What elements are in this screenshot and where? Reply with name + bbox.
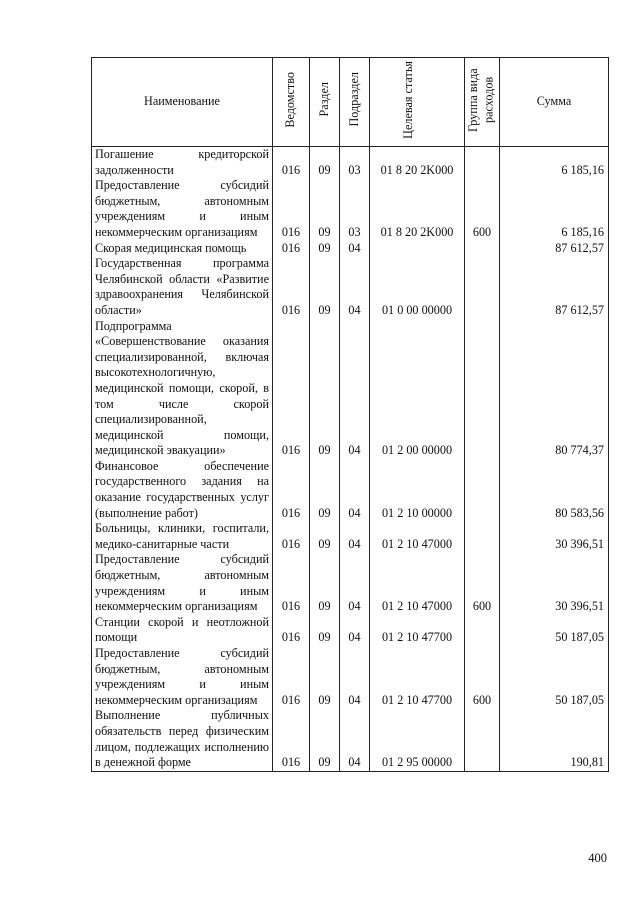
row-gruppa-vida-rashodov: 600 — [465, 178, 500, 240]
table-row — [92, 256, 609, 318]
row-gruppa-vida-rashodov — [465, 521, 500, 552]
header-vedomstvo: Ведомство — [273, 58, 310, 147]
row-razdel: 09 — [310, 147, 340, 179]
table-row — [92, 646, 609, 708]
row-razdel: 09 — [310, 521, 340, 552]
row-celevaya-statya: 01 2 10 47000 — [370, 552, 465, 614]
row-razdel: 09 — [310, 178, 340, 240]
header-razdel: Раздел — [310, 58, 340, 147]
row-summa: 30 396,51 — [500, 521, 609, 552]
row-gruppa-vida-rashodov — [465, 615, 500, 646]
row-name: Подпрограмма «Совершенствование оказания специализированной, включая высокотехнологичную, медицинской помощи, скорой, в том числе скорой специализированной, медицинской помощи, медицинской эвакуации» — [92, 319, 273, 459]
row-summa: 80 774,37 — [500, 319, 609, 459]
row-gruppa-vida-rashodov — [465, 459, 500, 521]
row-gruppa-vida-rashodov — [465, 241, 500, 257]
row-vedomstvo: 016 — [273, 459, 310, 521]
row-celevaya-statya: 01 8 20 2K000 — [370, 178, 465, 240]
row-summa: 50 187,05 — [500, 615, 609, 646]
row-razdel: 09 — [310, 319, 340, 459]
row-celevaya-statya: 01 0 00 00000 — [370, 256, 465, 318]
row-podrazdel: 04 — [340, 646, 370, 708]
row-name: Выполнение публичных обязательств перед физическим лицом, подлежащих исполнению в денежной форме — [92, 708, 273, 771]
page-number: 400 — [588, 851, 607, 865]
row-summa: 190,81 — [500, 708, 609, 771]
row-razdel: 09 — [310, 646, 340, 708]
row-summa: 50 187,05 — [500, 646, 609, 708]
row-celevaya-statya: 01 2 10 47700 — [370, 615, 465, 646]
row-gruppa-vida-rashodov — [465, 708, 500, 771]
row-vedomstvo: 016 — [273, 646, 310, 708]
row-name: Больницы, клиники, госпитали, медико-санитарные части — [92, 521, 273, 552]
row-celevaya-statya: 01 2 10 00000 — [370, 459, 465, 521]
row-vedomstvo: 016 — [273, 319, 310, 459]
row-gruppa-vida-rashodov: 600 — [465, 646, 500, 708]
row-podrazdel: 04 — [340, 708, 370, 771]
row-razdel: 09 — [310, 615, 340, 646]
row-podrazdel: 03 — [340, 147, 370, 179]
row-summa: 87 612,57 — [500, 241, 609, 257]
row-podrazdel: 04 — [340, 256, 370, 318]
row-name: Станции скорой и неотложной помощи — [92, 615, 273, 646]
row-celevaya-statya: 01 2 95 00000 — [370, 708, 465, 771]
row-name: Государственная программа Челябинской области «Развитие здравоохранения Челябинской области» — [92, 256, 273, 318]
row-podrazdel: 04 — [340, 241, 370, 257]
row-vedomstvo: 016 — [273, 178, 310, 240]
row-summa: 6 185,16 — [500, 178, 609, 240]
row-podrazdel: 04 — [340, 319, 370, 459]
row-podrazdel: 04 — [340, 552, 370, 614]
row-name: Финансовое обеспечение государственного задания на оказание государственных услуг (выполнение работ) — [92, 459, 273, 521]
row-vedomstvo: 016 — [273, 521, 310, 552]
table-row — [92, 708, 609, 771]
row-vedomstvo: 016 — [273, 708, 310, 771]
row-gruppa-vida-rashodov: 600 — [465, 552, 500, 614]
row-summa: 80 583,56 — [500, 459, 609, 521]
row-podrazdel: 04 — [340, 521, 370, 552]
table-row — [92, 319, 609, 459]
table-header — [92, 58, 609, 147]
header-name: Наименование — [92, 58, 273, 147]
row-vedomstvo: 016 — [273, 256, 310, 318]
table-row — [92, 615, 609, 646]
table-row — [92, 178, 609, 240]
row-gruppa-vida-rashodov — [465, 256, 500, 318]
header-celevaya-statya: Целевая статья — [370, 58, 465, 147]
row-vedomstvo: 016 — [273, 147, 310, 179]
header-gruppa-vida-rashodov: Группа вида расходов — [465, 58, 500, 147]
table-row — [92, 552, 609, 614]
table-row — [92, 241, 609, 257]
row-podrazdel: 04 — [340, 615, 370, 646]
row-celevaya-statya: 01 2 00 00000 — [370, 319, 465, 459]
row-celevaya-statya — [370, 241, 465, 257]
row-razdel: 09 — [310, 708, 340, 771]
header-podrazdel: Подраздел — [340, 58, 370, 147]
row-vedomstvo: 016 — [273, 615, 310, 646]
row-name: Погашение кредиторской задолженности — [92, 147, 273, 179]
row-name: Скорая медицинская помощь — [92, 241, 273, 257]
row-celevaya-statya: 01 2 10 47000 — [370, 521, 465, 552]
row-celevaya-statya: 01 2 10 47700 — [370, 646, 465, 708]
header-summa: Сумма — [500, 58, 609, 147]
row-razdel: 09 — [310, 256, 340, 318]
row-gruppa-vida-rashodov — [465, 319, 500, 459]
budget-table — [91, 57, 609, 772]
row-vedomstvo: 016 — [273, 241, 310, 257]
row-celevaya-statya: 01 8 20 2K000 — [370, 147, 465, 179]
row-razdel: 09 — [310, 241, 340, 257]
row-podrazdel: 03 — [340, 178, 370, 240]
row-gruppa-vida-rashodov — [465, 147, 500, 179]
row-razdel: 09 — [310, 459, 340, 521]
table-row — [92, 459, 609, 521]
table-body — [92, 147, 609, 772]
table-row — [92, 147, 609, 179]
row-vedomstvo: 016 — [273, 552, 310, 614]
row-podrazdel: 04 — [340, 459, 370, 521]
row-name: Предоставление субсидий бюджетным, автономным учреждениям и иным некоммерческим организациям — [92, 646, 273, 708]
row-razdel: 09 — [310, 552, 340, 614]
row-name: Предоставление субсидий бюджетным, автономным учреждениям и иным некоммерческим организациям — [92, 178, 273, 240]
row-name: Предоставление субсидий бюджетным, автономным учреждениям и иным некоммерческим организациям — [92, 552, 273, 614]
table-row — [92, 521, 609, 552]
row-summa: 6 185,16 — [500, 147, 609, 179]
row-summa: 30 396,51 — [500, 552, 609, 614]
row-summa: 87 612,57 — [500, 256, 609, 318]
